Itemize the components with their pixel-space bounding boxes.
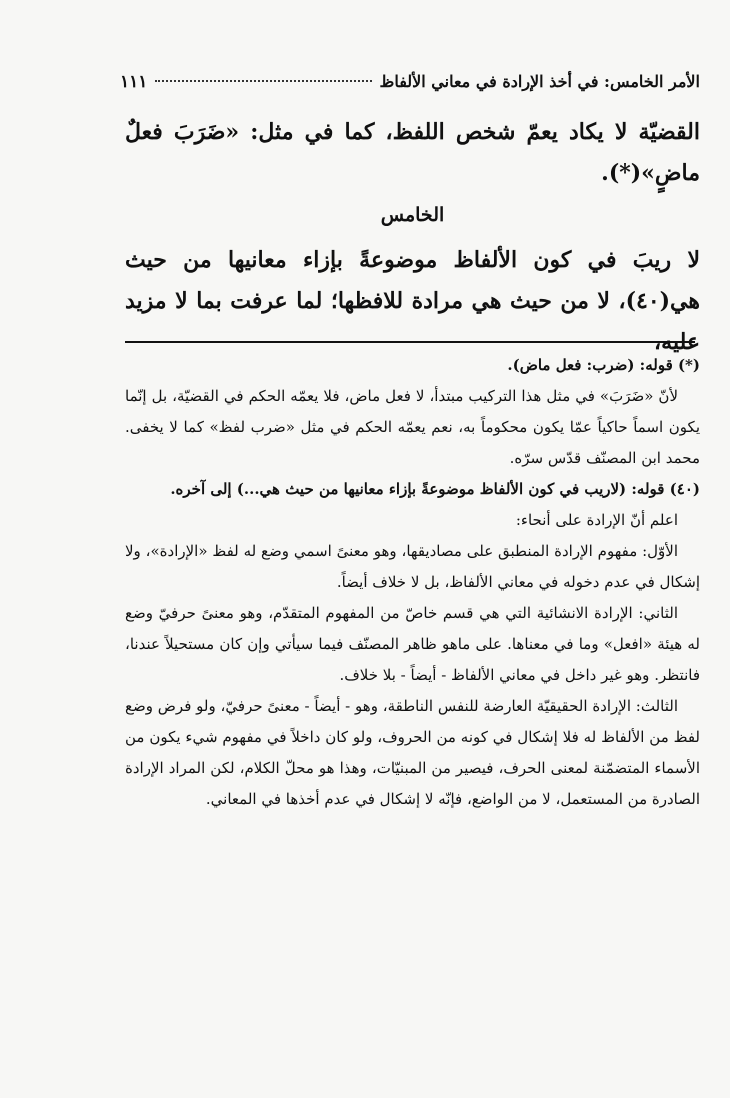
main-text-section	[125, 240, 700, 363]
main-paragraph-2: لا ريبَ في كون الألفاظ موضوعةً بإزاء معانيها من حيث هي(٤٠)، لا من حيث هي مرادة للافظها؛ لما عرفت بما لا مزيد عليه،	[125, 247, 700, 355]
header-title: الأمر الخامس: في أخذ الإرادة في معاني الألفاظ	[379, 72, 700, 91]
footnote-star-heading: (*) قوله: (ضرب: فعل ماض).	[507, 356, 700, 374]
footnotes	[125, 350, 700, 815]
footnote-40-heading: (٤٠) قوله: (لاريب في كون الألفاظ موضوعةً بإزاء معانيها من حيث هي...) إلى آخره.	[170, 480, 700, 498]
footnote-star-body: لأنّ «ضَرَبَ» في مثل هذا التركيب مبتدأ، لا فعل ماض، فلا يعمّه الحكم في القضيّة، بل إنّما يكون اسماً حاكياً عمّا يكون محكوماً به، نعم يعمّه الحكم في مثل «ضرب لفظ» كما لا يخفى. محمد ابن المصنّف قدّس سرّه.	[125, 387, 700, 467]
running-header	[120, 72, 700, 98]
main-text-top	[125, 112, 700, 194]
main-paragraph-1: القضيّة لا يكاد يعمّ شخص اللفظ، كما في مثل: «ضَرَبَ فعلٌ ماضٍ»(*).	[125, 119, 700, 186]
footnote-40-first: الأوّل: مفهوم الإرادة المنطبق على مصاديقها، وهو معنىً اسمي وضع له لفظ «الإرادة»، ولا إشكال في عدم دخوله في معاني الألفاظ، بل لا خلاف أيضاً.	[125, 542, 700, 591]
footnote-40-third: الثالث: الإرادة الحقيقيّة العارضة للنفس الناطقة، وهو - أيضاً - معنىً حرفيّ، ولو فرض وضع لفظ من الألفاظ له فلا إشكال في كونه من الحروف، ولو كان داخلاً في مفهوم شيء يكون من الأسماء المتضمّنة لمعنى الحرف، فيصير من المبنيّات، وهذا هو محلّ الكلام، لكن المراد الإرادة الصادرة من المستعمل، لا من الواضع، فإنّه لا إشكال في عدم أخذها في المعاني.	[125, 697, 700, 808]
footnote-40-intro: اعلم أنّ الإرادة على أنحاء:	[515, 511, 678, 529]
page-number: ١١١	[120, 72, 148, 92]
footnote-separator	[125, 341, 695, 343]
dotted-leader	[155, 80, 371, 82]
section-title: الخامس	[380, 204, 445, 226]
footnote-40-second: الثاني: الإرادة الانشائية التي هي قسم خاصّ من المفهوم المتقدّم، وهو معنىً حرفيّ وضع له هيئة «افعل» وما في معناها. على ماهو ظاهر المصنّف فيما سيأتي وإن كان مستحيلاً عندنا، فانتظر. وهو غير داخل في معاني الألفاظ - أيضاً - بلا خلاف.	[125, 604, 700, 684]
